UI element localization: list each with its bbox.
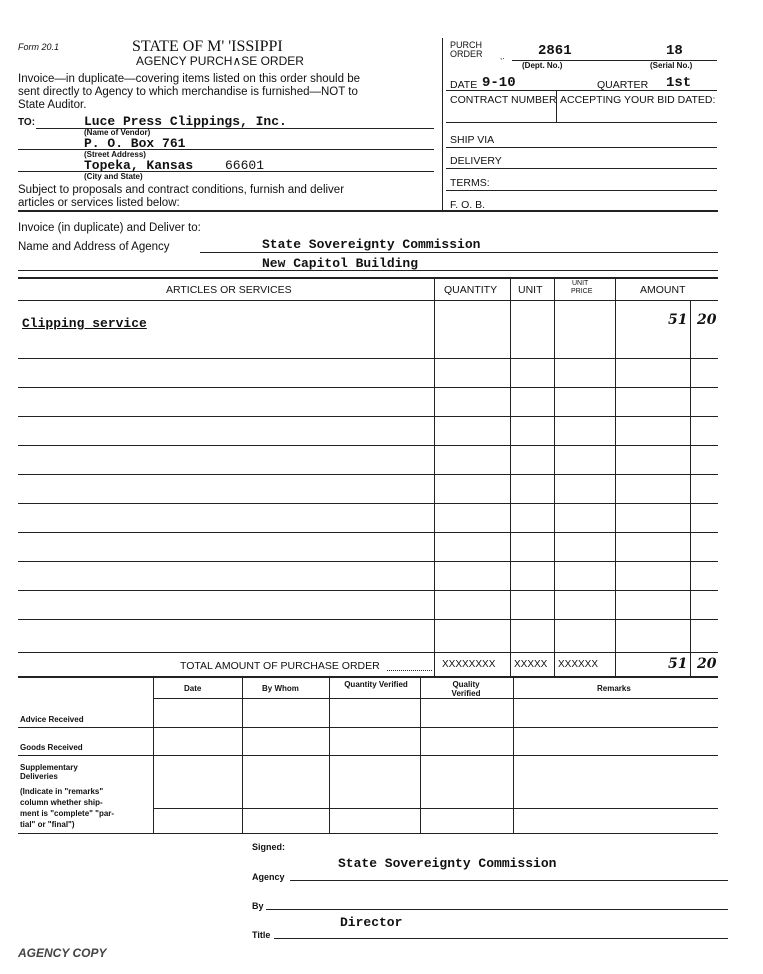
order-label: ORDER [450,49,483,59]
agency-line-1: State Sovereignty Commission [262,237,481,252]
serial-label: (Serial No.) [650,61,693,70]
signature-title-value: Director [340,915,403,930]
form-number: Form 20.1 [18,42,60,52]
subject-note-1: Subject to proposals and contract conditions, furnish and deliver [18,184,345,196]
header-unit-price-1: UNIT [572,280,589,287]
subject-note-2: articles or services listed below: [18,197,180,209]
receipt-header-by-whom: By Whom [262,684,299,693]
order-date: 9-10 [482,75,516,91]
row-supplementary: Supplementary Deliveries [20,763,78,781]
vendor-street: P. O. Box 761 [84,136,186,151]
receipt-note-3: ment is "complete" "par- [20,809,115,818]
form-title: STATE OF M' 'ISSIPPI [132,38,283,55]
vendor-city: Topeka, Kansas [84,158,194,173]
signature-by-label: By [252,901,264,911]
receipt-note-4: tial" or "final") [20,820,75,829]
date-label: DATE [450,79,478,91]
invoice-note-3: State Auditor. [18,99,87,111]
item-amount-dollars: 51 [668,312,688,328]
dept-number: 2861 [538,43,572,59]
agency-line-2: New Capitol Building [262,256,419,271]
accepting-bid-label: ACCEPTING YOUR BID DATED: [560,94,716,106]
header-amount: AMOUNT [640,284,686,296]
deliver-to-label: Invoice (in duplicate) and Deliver to: [18,222,201,234]
vendor-city-label: (City and State) [84,172,143,181]
signature-agency-label: Agency [252,872,285,882]
header-unit-price-2: PRICE [571,288,593,295]
invoice-note-1: Invoice—in duplicate—covering items listed on this order should be [18,73,360,85]
total-dollars: 51 [668,656,688,672]
receipt-note-2: column whether ship- [20,798,103,807]
item-amount-cents: 20 [697,312,717,328]
quarter-label: QUARTER [597,79,649,91]
quarter-value: 1st [666,75,692,91]
total-label: TOTAL AMOUNT OF PURCHASE ORDER [180,660,380,672]
vendor-street-label: (Street Address) [84,150,146,159]
contract-number-label: CONTRACT NUMBER [450,94,557,106]
header-unit: UNIT [518,284,543,296]
total-quantity-x: XXXXXXXX [442,659,496,670]
receipt-header-quality: Quality Verified [451,680,481,698]
header-quantity: QUANTITY [444,284,498,296]
signature-agency-value: State Sovereignty Commission [338,856,557,871]
ship-via-label: SHIP VIA [450,134,495,146]
receipt-header-remarks: Remarks [597,684,631,693]
vendor-name-label: (Name of Vendor) [84,128,151,137]
receipt-note-1: (Indicate in "remarks" [20,787,104,796]
total-unit-price-x: XXXXXX [558,659,599,670]
header-articles: ARTICLES OR SERVICES [166,284,292,296]
receipt-header-date: Date [184,684,202,693]
row-goods-received: Goods Received [20,743,83,752]
total-cents: 20 [697,656,717,672]
vendor-name: Luce Press Clippings, Inc. [84,114,287,129]
terms-label: TERMS: [450,177,490,189]
footer-stamp: AGENCY COPY [18,946,107,960]
dept-label: (Dept. No.) [522,61,563,70]
total-unit-x: XXXXX [514,659,548,670]
serial-number: 18 [666,43,683,59]
vendor-zip: 66601 [225,158,265,173]
row-advice-received: Advice Received [20,715,84,724]
to-label: TO: [18,117,36,128]
fob-label: F. O. B. [450,199,486,211]
delivery-label: DELIVERY [450,155,502,167]
purch-label: PURCH [450,40,483,50]
signed-label: Signed: [252,842,285,852]
invoice-note-2: sent directly to Agency to which merchandise is furnished—NOT to [18,86,358,98]
receipt-header-quantity: Quantity Verified [344,680,408,689]
item-article: Clipping service [22,316,147,331]
signature-title-label: Title [252,930,271,940]
items-table-top [18,277,718,279]
form-subtitle: AGENCY PURCH∧SE ORDER [136,54,304,68]
agency-name-label: Name and Address of Agency [18,241,170,253]
